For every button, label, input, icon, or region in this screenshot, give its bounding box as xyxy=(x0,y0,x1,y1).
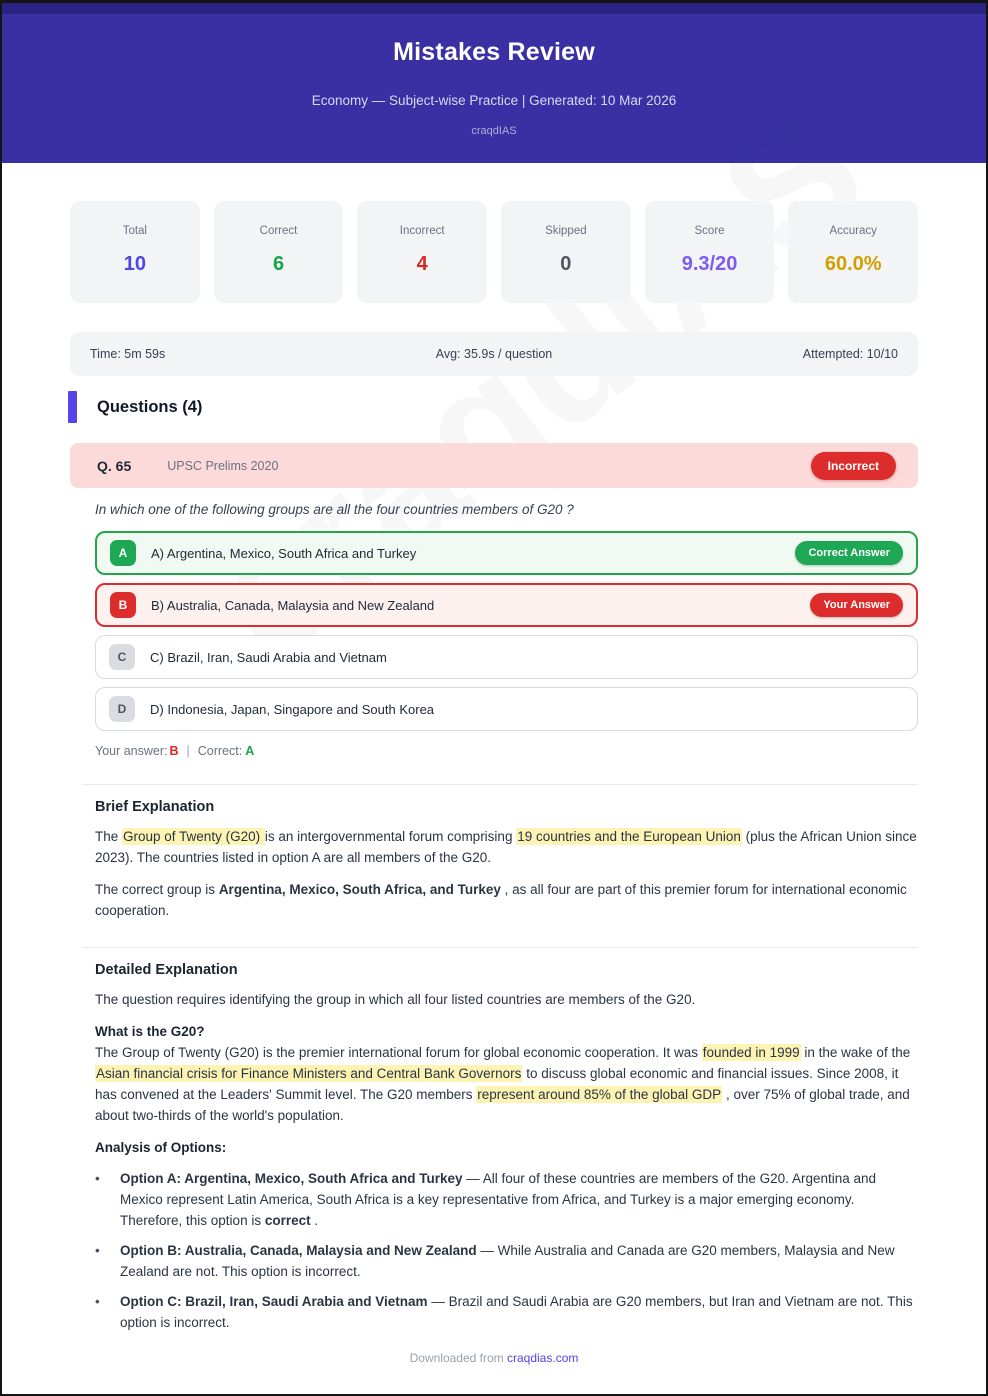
option-row-a xyxy=(95,531,918,575)
summary-time: Time: 5m 59s xyxy=(90,347,166,361)
g20-description: The Group of Twenty (G20) is the premier international forum for global economic cooperation. It was founded in 1999 in the wake of the Asian financial crisis for Finance Ministers and Central Bank Governors to discuss global economic and financial issues. Since 2008, it has convened at the Leaders' Summit level. The G20 members represent around 85% of the global GDP , over 75% of global trade, and about two-thirds of the world's population. xyxy=(95,1045,911,1124)
what-is-g20-heading: What is the G20? xyxy=(95,1024,205,1040)
status-badge: Incorrect xyxy=(811,452,896,480)
correct-answer-value: A xyxy=(245,744,255,758)
your-answer-pill: Your Answer xyxy=(810,593,903,617)
summary-bar xyxy=(70,332,918,376)
stat-value: 0 xyxy=(560,253,572,275)
question-body xyxy=(70,502,918,1333)
separator: | xyxy=(186,744,190,758)
question-card xyxy=(70,443,918,1333)
bullet-marker: • xyxy=(95,1242,100,1258)
report-header xyxy=(2,14,986,163)
stat-card-score xyxy=(645,201,775,303)
bullet-text: Option C: Brazil, Iran, Saudi Arabia and Vietnam — Brazil and Saudi Arabia are G20 members, but Iran and Vietnam are not. This option is incorrect. xyxy=(120,1293,913,1330)
footer-link[interactable]: craqdias.com xyxy=(507,1351,579,1365)
bullet-marker: • xyxy=(95,1293,100,1309)
option-text: D) Indonesia, Japan, Singapore and South Korea xyxy=(150,701,435,717)
analysis-bullets xyxy=(95,1168,918,1333)
report-subtitle: Economy — Subject-wise Practice | Generated: 10 Mar 2026 xyxy=(311,93,677,108)
your-answer-label: Your answer: xyxy=(95,744,168,758)
summary-attempted: Attempted: 10/10 xyxy=(802,347,898,361)
correct-answer-pill: Correct Answer xyxy=(795,541,903,565)
option-row-c xyxy=(95,635,918,679)
section-header xyxy=(70,390,918,424)
stat-value: 9.3/20 xyxy=(681,253,738,275)
option-letter-badge: C xyxy=(109,644,135,670)
stat-label: Correct xyxy=(259,225,298,237)
divider xyxy=(82,784,918,785)
divider xyxy=(82,947,918,948)
summary-avg: Avg: 35.9s / question xyxy=(435,347,553,361)
brand-name: craqdIAS xyxy=(471,125,517,137)
option-row-d xyxy=(95,687,918,731)
page-title: Mistakes Review xyxy=(393,38,595,66)
bullet-marker: • xyxy=(95,1170,100,1186)
top-strip xyxy=(2,3,986,14)
stat-label: Accuracy xyxy=(829,225,877,237)
footer xyxy=(2,1351,986,1394)
section-accent-bar xyxy=(68,391,77,423)
your-answer-value: B xyxy=(169,744,179,758)
question-text: In which one of the following groups are all the four countries members of G20 ? xyxy=(95,502,574,517)
brief-explanation-heading: Brief Explanation xyxy=(95,799,215,815)
brief-paragraph-1: The Group of Twenty (G20) is an intergovernmental forum comprising 19 countries and the European Union (plus the African Union since 2023). The countries listed in option A are all members of the G20. xyxy=(95,829,917,866)
stat-label: Score xyxy=(694,225,725,237)
main-content xyxy=(2,163,986,1333)
bullet-text: Option A: Argentina, Mexico, South Africa and Turkey — All four of these countries are members of the G20. Argentina and Mexico represent Latin America, South Africa is a key representative from Africa, and Turkey is a major emerging economy. Therefore, this option is correct . xyxy=(120,1170,877,1228)
stat-value: 6 xyxy=(272,253,285,275)
stat-card-skipped xyxy=(501,201,631,303)
answer-summary xyxy=(95,744,918,758)
option-letter-badge: B xyxy=(110,592,136,618)
brief-paragraph-2: The correct group is Argentina, Mexico, South Africa, and Turkey , as all four are part of this premier forum for international economic cooperation. xyxy=(95,882,907,919)
stat-label: Incorrect xyxy=(399,225,445,237)
options-list xyxy=(95,531,918,731)
analysis-heading: Analysis of Options: xyxy=(95,1140,227,1156)
stat-card-correct xyxy=(214,201,344,303)
stat-value: 4 xyxy=(416,253,428,275)
stat-card-incorrect xyxy=(357,201,487,303)
stat-card-total xyxy=(70,201,200,303)
question-source: UPSC Prelims 2020 xyxy=(167,458,279,473)
analysis-bullet-a xyxy=(95,1168,918,1231)
bullet-text: Option B: Australia, Canada, Malaysia and New Zealand — While Australia and Canada are G20 members, Malaysia and New Zealand are not. This option is incorrect. xyxy=(120,1242,895,1279)
stat-label: Total xyxy=(122,225,147,237)
option-text: B) Australia, Canada, Malaysia and New Zealand xyxy=(151,597,435,613)
option-letter-badge: D xyxy=(109,696,135,722)
option-row-b xyxy=(95,583,918,627)
analysis-bullet-b xyxy=(95,1240,918,1282)
stat-card-accuracy xyxy=(788,201,918,303)
question-header xyxy=(70,443,918,488)
detailed-explanation-heading: Detailed Explanation xyxy=(95,962,238,979)
stat-value: 10 xyxy=(123,253,146,275)
detailed-intro: The question requires identifying the group in which all four listed countries are members of the G20. xyxy=(95,992,696,1008)
option-letter-badge: A xyxy=(110,540,136,566)
option-text: C) Brazil, Iran, Saudi Arabia and Vietnam xyxy=(150,649,387,665)
question-number: Q. 65 xyxy=(97,457,132,474)
section-title: Questions (4) xyxy=(97,397,203,416)
analysis-bullet-c xyxy=(95,1291,918,1333)
option-text: A) Argentina, Mexico, South Africa and Turkey xyxy=(151,545,417,561)
footer-text: Downloaded from xyxy=(409,1351,507,1365)
correct-label: Correct: xyxy=(197,744,243,758)
stat-value: 60.0% xyxy=(824,253,882,275)
stats-row xyxy=(70,201,918,303)
stat-label: Skipped xyxy=(545,225,587,237)
